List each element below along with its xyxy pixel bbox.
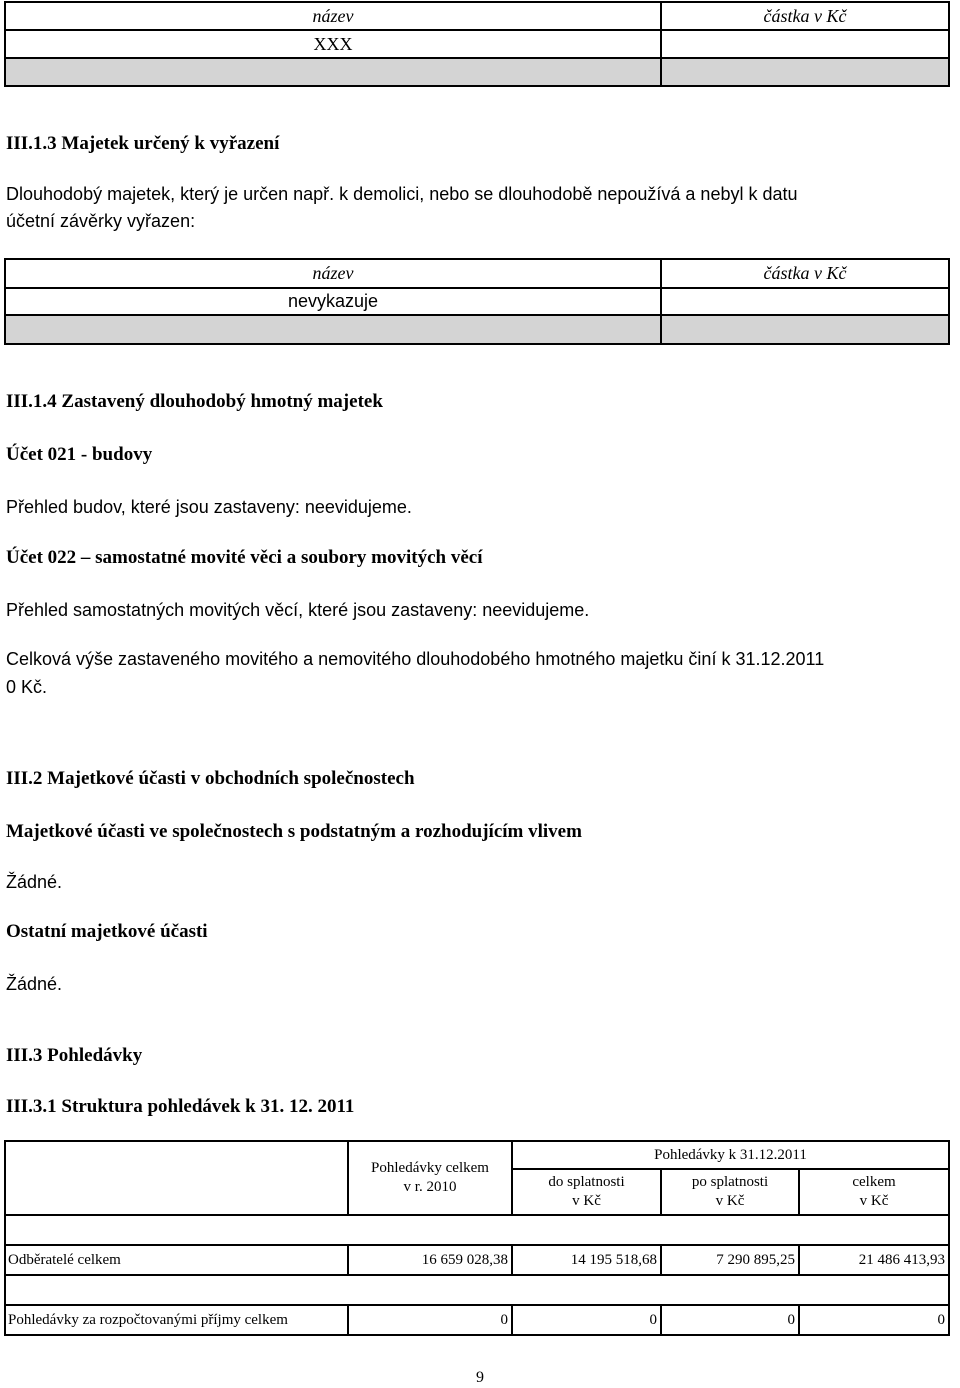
movables-text: Přehled samostatných movitých věcí, které jsou zastaveny: neevidujeme. — [6, 600, 590, 620]
header-total-prev-cell — [348, 1141, 512, 1215]
mid-amount-table — [4, 258, 950, 345]
total-pledged-line-2: 0 Kč. — [6, 677, 48, 697]
header-group-cell — [512, 1141, 949, 1169]
header-overdue-cell — [661, 1169, 799, 1215]
header-blank-cell — [5, 1141, 348, 1215]
header-total-cell — [799, 1169, 949, 1215]
header-amount-cell — [661, 259, 949, 288]
section-heading-3-1-4: III.1.4 Zastavený dlouhodobý hmotný majetek — [6, 391, 383, 412]
row-total-value: 0 — [799, 1305, 949, 1335]
table-row — [5, 1305, 949, 1335]
section-heading-3-3: III.3 Pohledávky — [6, 1045, 143, 1066]
value-name-cell — [5, 30, 661, 58]
header-overdue-line-1: po splatnosti — [691, 1174, 769, 1190]
header-name-label: název — [312, 263, 354, 283]
row-due-value: 14 195 518,68 — [512, 1245, 661, 1275]
section-heading-3-2: III.2 Majetkové účasti v obchodních společnostech — [6, 768, 415, 789]
row-total-value: 21 486 413,93 — [799, 1245, 949, 1275]
total-amount-cell — [661, 315, 949, 344]
row-due-value: 0 — [512, 1305, 661, 1335]
header-total-line-1: celkem — [852, 1174, 896, 1190]
page-number: 9 — [476, 1369, 484, 1386]
header-due-cell — [512, 1169, 661, 1215]
row-overdue-value: 7 290 895,25 — [661, 1245, 799, 1275]
receivables-table — [4, 1140, 950, 1336]
buildings-text: Přehled budov, které jsou zastaveny: neevidujeme. — [6, 497, 412, 517]
header-total-prev-line-2: v r. 2010 — [403, 1179, 457, 1195]
header-name-cell — [5, 259, 661, 288]
section-heading-3-1-3: III.1.3 Majetek určený k vyřazení — [6, 133, 280, 154]
header-amount-label: částka v Kč — [763, 5, 847, 26]
account-021-heading: Účet 021 - budovy — [6, 444, 153, 465]
value-amount-cell — [661, 288, 949, 315]
header-due-line-2: v Kč — [572, 1193, 601, 1209]
total-name-cell — [5, 58, 661, 86]
subheading-other-participations: Ostatní majetkové účasti — [6, 921, 208, 942]
header-name-cell — [5, 2, 661, 30]
none-text-2: Žádné. — [6, 974, 63, 994]
top-amount-table — [4, 1, 950, 87]
spacer-row — [5, 1215, 949, 1245]
header-amount-cell — [661, 2, 949, 30]
spacer-row — [5, 1275, 949, 1305]
row-overdue-value: 0 — [661, 1305, 799, 1335]
header-total-prev-line-1: Pohledávky celkem — [371, 1160, 489, 1176]
subheading-3-3-1: III.3.1 Struktura pohledávek k 31. 12. 2011 — [6, 1096, 355, 1117]
header-due-line-1: do splatnosti — [548, 1174, 625, 1190]
row-label: Odběratelé celkem — [5, 1245, 348, 1275]
subheading-significant-influence: Majetkové účasti ve společnostech s podstatným a rozhodujícím vlivem — [6, 821, 582, 842]
row-prev-value: 0 — [348, 1305, 512, 1335]
header-overdue-line-2: v Kč — [715, 1193, 745, 1209]
header-group-label: Pohledávky k 31.12.2011 — [654, 1146, 807, 1163]
row-label: Pohledávky za rozpočtovanými příjmy celkem — [5, 1305, 348, 1335]
total-pledged-line-1: Celková výše zastaveného movitého a nemovitého dlouhodobého hmotného majetku činí k 31.12.2011 — [6, 649, 825, 669]
none-text-1: Žádné. — [6, 872, 63, 892]
paragraph-line-1: Dlouhodobý majetek, který je určen např. k demolici, nebo se dlouhodobě nepoužívá a nebyl k datu — [6, 184, 798, 204]
header-amount-label: částka v Kč — [763, 263, 847, 283]
value-name: nevykazuje — [287, 291, 379, 311]
value-name-cell — [5, 288, 661, 315]
header-total-line-2: v Kč — [859, 1193, 889, 1209]
paragraph-line-2: účetní závěrky vyřazen: — [6, 211, 196, 231]
value-name: XXX — [313, 33, 353, 54]
row-prev-value: 16 659 028,38 — [348, 1245, 512, 1275]
value-amount-cell — [661, 30, 949, 58]
account-022-heading: Účet 022 – samostatné movité věci a soubory movitých věcí — [6, 547, 483, 568]
total-amount-cell — [661, 58, 949, 86]
table-row — [5, 1245, 949, 1275]
header-name-label: název — [312, 5, 354, 26]
total-name-cell — [5, 315, 661, 344]
